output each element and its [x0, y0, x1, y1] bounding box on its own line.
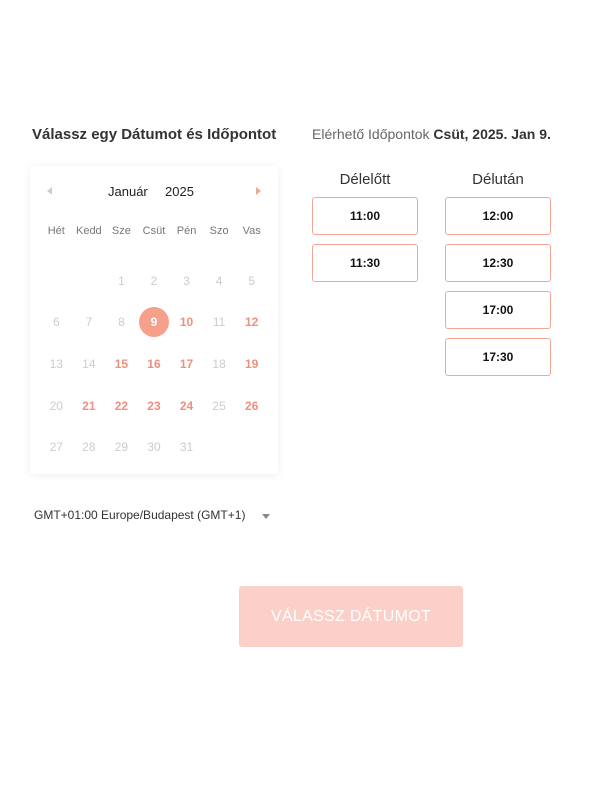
calendar-day	[73, 426, 106, 468]
calendar-day-number: 21	[82, 398, 96, 413]
calendar-day-number: 29	[114, 440, 129, 455]
calendar-day-number: 28	[82, 440, 96, 455]
calendar-header	[30, 184, 278, 200]
calendar-day-number: 8	[118, 315, 125, 330]
calendar-month: Január	[108, 184, 148, 199]
calendar-day-number: 24	[179, 398, 194, 413]
calendar-day-number: 23	[147, 398, 161, 413]
calendar-day-number: 22	[114, 398, 129, 413]
calendar-day-number: 16	[147, 356, 161, 371]
calendar-day	[105, 302, 138, 344]
calendar-day-number: 4	[215, 273, 223, 288]
available-times-header	[312, 126, 551, 142]
time-slot-button[interactable]: 12:00	[445, 197, 551, 235]
page-title: Válassz egy Dátumot és Időpontot	[32, 126, 277, 143]
calendar-day-number: 15	[114, 356, 129, 371]
time-slot-button[interactable]: 17:30	[445, 338, 551, 376]
calendar-day-number: 20	[49, 398, 63, 413]
time-slot-button[interactable]: 17:00	[445, 291, 551, 329]
calendar-day-number: 18	[212, 356, 226, 371]
calendar-day-number: 3	[183, 273, 190, 288]
calendar-day[interactable]	[105, 343, 138, 385]
calendar-day	[170, 426, 203, 468]
calendar-day	[40, 343, 73, 385]
calendar-day	[40, 302, 73, 344]
weekday-label: Csüt	[142, 225, 166, 237]
calendar-day[interactable]	[170, 302, 203, 344]
calendar-day-number: 13	[49, 356, 63, 371]
available-times-label: Elérhető Időpontok	[312, 126, 430, 142]
calendar-day-number: 30	[147, 440, 161, 455]
weekday-header	[40, 225, 268, 237]
weekday-label: Sze	[111, 225, 131, 237]
weekday-label: Kedd	[75, 225, 102, 237]
calendar-day	[105, 260, 138, 302]
prev-month-arrow-icon[interactable]	[47, 187, 52, 195]
calendar-day	[40, 426, 73, 468]
calendar-day-number: 31	[179, 440, 194, 455]
calendar-day	[170, 260, 203, 302]
weekday-label: Pén	[176, 225, 197, 237]
calendar	[30, 166, 278, 474]
time-slot-button[interactable]: 11:30	[312, 244, 418, 282]
calendar-day[interactable]	[105, 385, 138, 427]
calendar-day-selected[interactable]	[138, 302, 171, 344]
calendar-day-number: 10	[179, 315, 194, 330]
calendar-day-number: 25	[212, 398, 226, 413]
weekday-label: Hét	[47, 225, 65, 237]
select-date-button[interactable]: VÁLASSZ DÁTUMOT	[239, 586, 463, 647]
calendar-day	[235, 260, 268, 302]
calendar-day[interactable]	[235, 343, 268, 385]
calendar-day-number: 27	[49, 440, 63, 455]
time-slot-button[interactable]: 11:00	[312, 197, 418, 235]
calendar-day-number: 26	[244, 398, 259, 413]
calendar-day[interactable]	[235, 302, 268, 344]
selected-date-label: Csüt, 2025. Jan 9.	[433, 126, 551, 142]
calendar-days-grid	[40, 260, 268, 468]
calendar-day	[203, 302, 236, 344]
calendar-day-number: 5	[248, 273, 255, 288]
calendar-day-number: 2	[150, 273, 158, 288]
calendar-year: 2025	[165, 184, 194, 199]
calendar-day	[73, 302, 106, 344]
weekday-label: Vas	[242, 225, 261, 237]
calendar-blank	[40, 260, 73, 302]
calendar-day[interactable]	[73, 385, 106, 427]
calendar-day	[203, 385, 236, 427]
calendar-day-number: 19	[244, 356, 259, 371]
calendar-day-number: 1	[118, 273, 125, 288]
calendar-day-number: 14	[82, 356, 96, 371]
calendar-blank	[73, 260, 106, 302]
calendar-day	[73, 343, 106, 385]
calendar-day[interactable]	[138, 385, 171, 427]
calendar-day-number: 11	[212, 315, 226, 330]
afternoon-column-title: Délután	[472, 171, 524, 188]
morning-column-title: Délelőtt	[339, 171, 391, 188]
calendar-day	[138, 260, 171, 302]
calendar-day-number: 7	[85, 315, 93, 330]
calendar-day-number: 12	[244, 315, 259, 330]
calendar-day	[138, 426, 171, 468]
calendar-day	[105, 426, 138, 468]
calendar-day[interactable]	[138, 343, 171, 385]
calendar-day[interactable]	[170, 343, 203, 385]
calendar-day-number: 9	[139, 307, 169, 337]
calendar-day[interactable]	[235, 385, 268, 427]
next-month-arrow-icon[interactable]	[256, 187, 261, 195]
calendar-day	[40, 385, 73, 427]
calendar-day[interactable]	[170, 385, 203, 427]
chevron-down-icon[interactable]	[262, 514, 270, 519]
calendar-day	[203, 260, 236, 302]
timezone-select[interactable]: GMT+01:00 Europe/Budapest (GMT+1)	[34, 508, 246, 522]
calendar-day	[203, 343, 236, 385]
time-slot-button[interactable]: 12:30	[445, 244, 551, 282]
weekday-label: Szo	[209, 225, 229, 237]
calendar-day-number: 17	[179, 356, 194, 371]
calendar-day-number: 6	[52, 315, 60, 330]
